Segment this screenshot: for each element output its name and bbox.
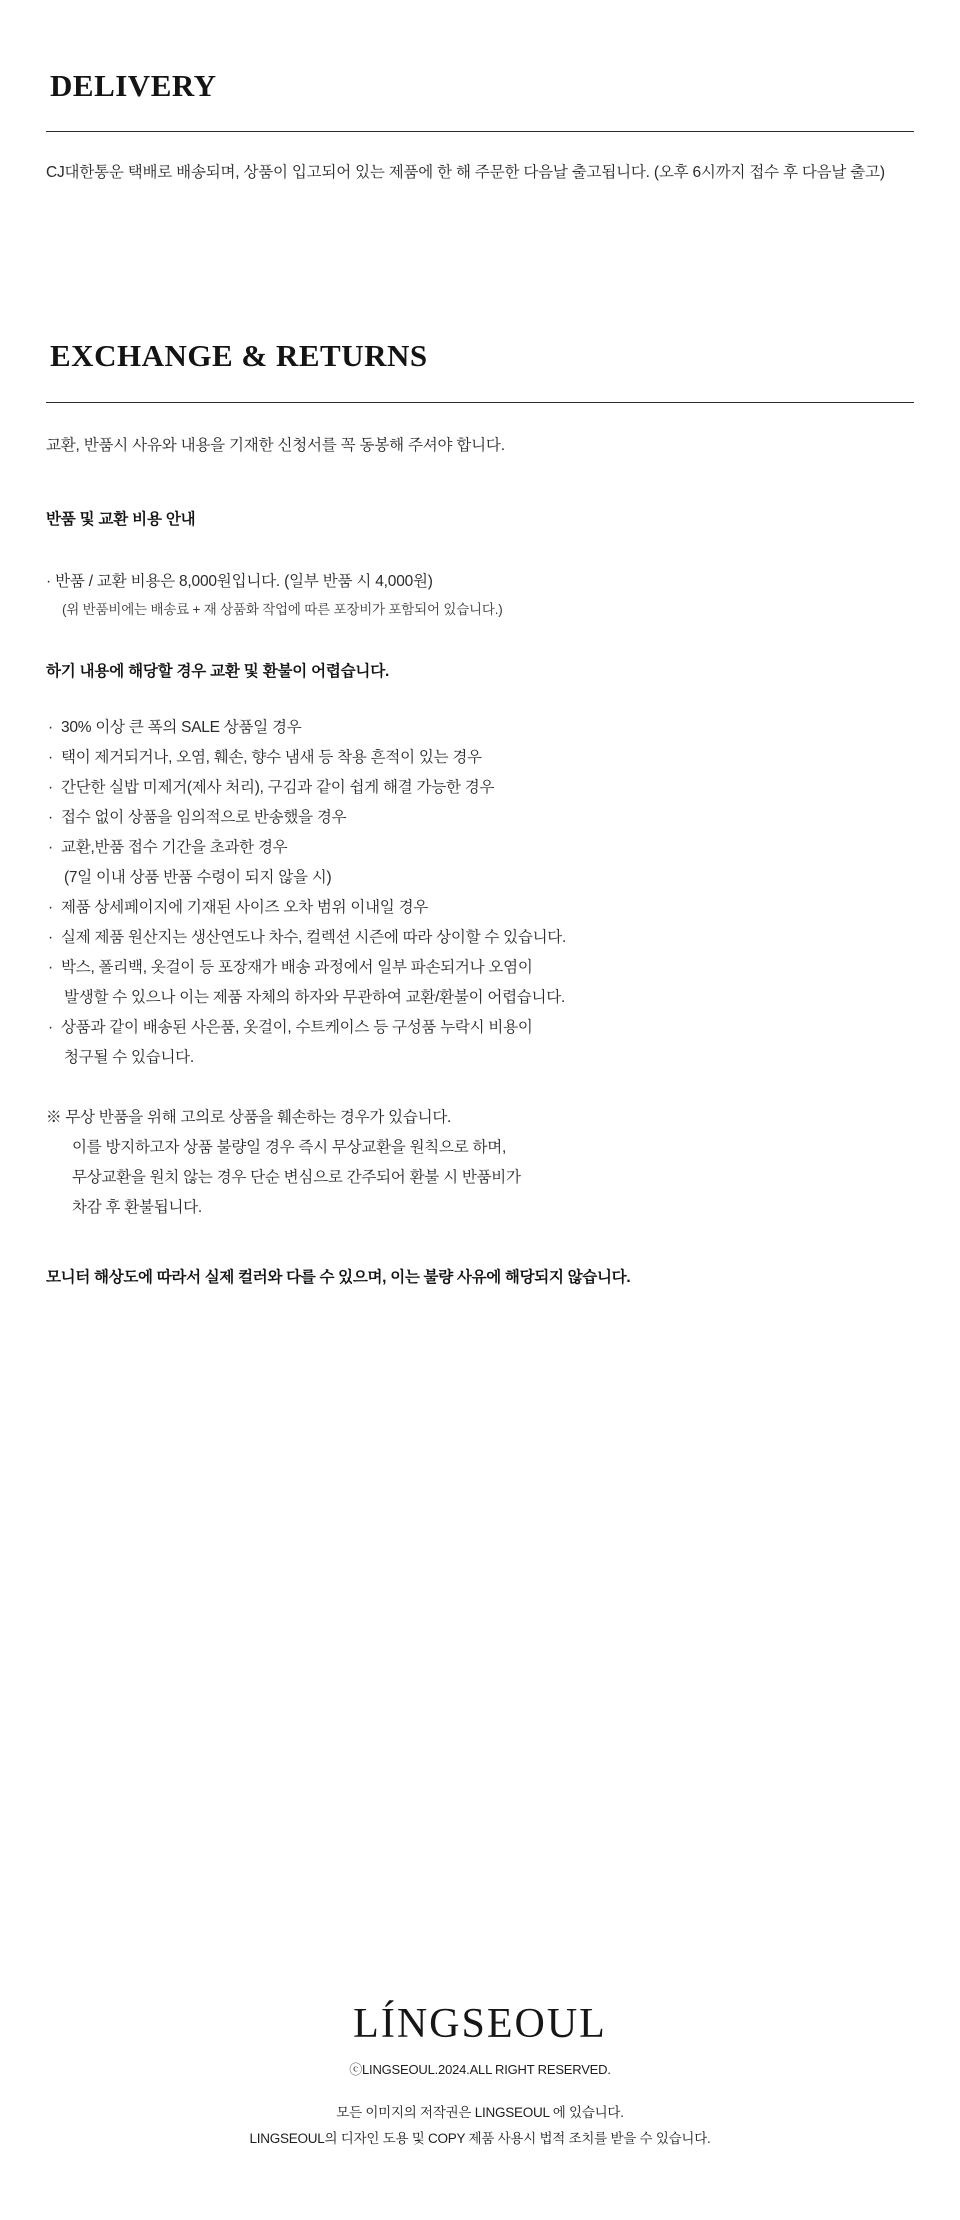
list-item-line2: 청구될 수 있습니다.: [64, 1049, 194, 1067]
delivery-heading: DELIVERY: [50, 67, 217, 103]
nonrefundable-heading: 하기 내용에 해당할 경우 교환 및 환불이 어렵습니다.: [46, 663, 390, 681]
list-item: [46, 803, 914, 833]
monitor-color-note: 모니터 해상도에 따라서 실제 컬러와 다를 수 있으며, 이는 불량 사유에 해당되지 않습니다.: [46, 1269, 631, 1287]
delivery-body-text: CJ대한통운 택배로 배송되며, 상품이 입고되어 있는 제품에 한 해 주문한 다음날 출고됩니다. (오후 6시까지 접수 후 다음날 출고): [46, 164, 885, 182]
footer-fine-line-2: LINGSEOUL의 디자인 도용 및 COPY 제품 사용시 법적 조치를 받을 수 있습니다.: [249, 2131, 711, 2146]
list-item: [46, 893, 914, 923]
list-item: [46, 923, 914, 953]
list-item-line1: 제품 상세페이지에 기재된 사이즈 오차 범위 이내일 경우: [61, 899, 429, 917]
copyright-text: ⓒLINGSEOUL.2024.ALL RIGHT RESERVED.: [349, 2062, 611, 2077]
list-item-line1: 실제 제품 원산지는 생산연도나 차수, 컬렉션 시즌에 따라 상이할 수 있습니다.: [61, 929, 567, 947]
list-item-line1: 간단한 실밥 미제거(제사 처리), 구김과 같이 쉽게 해결 가능한 경우: [61, 779, 495, 797]
list-item-line2: 발생할 수 있으나 이는 제품 자체의 하자와 무관하여 교환/환불이 어렵습니다.: [64, 989, 566, 1007]
footer-fine-print: [0, 2100, 960, 2152]
list-item-line1: 상품과 같이 배송된 사은품, 옷걸이, 수트케이스 등 구성품 누락시 비용이: [61, 1019, 533, 1037]
damage-note-heading: ※ 무상 반품을 위해 고의로 상품을 훼손하는 경우가 있습니다.: [46, 1109, 452, 1127]
list-item-line1: 30% 이상 큰 폭의 SALE 상품일 경우: [61, 719, 302, 737]
list-item-line1: 접수 없이 상품을 임의적으로 반송했을 경우: [61, 809, 347, 827]
damage-note-block: [46, 1103, 914, 1223]
cost-subnote: (위 반품비에는 배송료 + 재 상품화 작업에 따른 포장비가 포함되어 있습니다.): [62, 602, 503, 618]
list-item-line1: 박스, 폴리백, 옷걸이 등 포장재가 배송 과정에서 일부 파손되거나 오염이: [61, 959, 533, 977]
damage-note-line-1: 이를 방지하고자 상품 불량일 경우 즉시 무상교환을 원칙으로 하며,: [72, 1139, 507, 1157]
footer: [0, 1999, 960, 2152]
returns-divider: [46, 402, 914, 403]
brand-logo: LÍNGSEOUL: [353, 2001, 607, 2047]
list-item-line1: 교환,반품 접수 기간을 초과한 경우: [61, 839, 288, 857]
damage-note-line-3: 차감 후 환불됩니다.: [72, 1199, 202, 1217]
list-item: [46, 953, 914, 1013]
returns-intro-text: 교환, 반품시 사유와 내용을 기재한 신청서를 꼭 동봉해 주셔야 합니다.: [46, 437, 505, 455]
list-item: [46, 773, 914, 803]
list-item: [46, 713, 914, 743]
delivery-divider: [46, 131, 914, 132]
footer-fine-line-1: 모든 이미지의 저작권은 LINGSEOUL 에 있습니다.: [336, 2105, 624, 2120]
list-item-line2: (7일 이내 상품 반품 수령이 되지 않을 시): [64, 869, 332, 887]
damage-note-line-2: 무상교환을 원치 않는 경우 단순 변심으로 간주되어 환불 시 반품비가: [72, 1169, 521, 1187]
list-item-line1: 택이 제거되거나, 오염, 훼손, 향수 냄새 등 착용 흔적이 있는 경우: [61, 749, 482, 767]
delivery-section: [46, 0, 914, 188]
exchange-returns-section: [46, 336, 914, 1293]
list-item: [46, 1013, 914, 1073]
nonrefundable-list: [46, 713, 914, 1073]
list-item: [46, 833, 914, 893]
list-item: [46, 743, 914, 773]
returns-heading: EXCHANGE & RETURNS: [50, 338, 428, 374]
cost-heading: 반품 및 교환 비용 안내: [46, 511, 196, 529]
cost-line: · 반품 / 교환 비용은 8,000원입니다. (일부 반품 시 4,000원): [46, 573, 433, 591]
